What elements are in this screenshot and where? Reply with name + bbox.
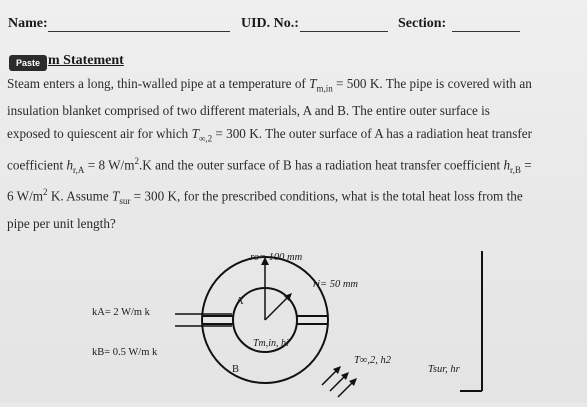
problem-line-3: exposed to quiescent air for which $T_{\infty,2} = 300$ K. The outer surface of A has a radiation heat transfer bbox=[7, 125, 533, 144]
region-a-label: A bbox=[236, 296, 244, 307]
problem-line-1: Steam enters a long, thin-walled pipe at a temperature of $T_{m,in} = 500$ K. The pipe is covered with an bbox=[7, 76, 532, 94]
name-label: Name: bbox=[8, 16, 48, 31]
pipe-cross-section-diagram bbox=[0, 245, 587, 402]
problem-line-2: insulation blanket comprised of two different materials, A and B. The entire outer surface is bbox=[7, 103, 490, 119]
uid-label: UID. No.: bbox=[241, 16, 299, 31]
problem-line-5: 6 $W/m^2$ K. Assume $T_{sur} = 300$ K, for the prescribed conditions, what is the total heat loss from the bbox=[7, 187, 523, 207]
ri-label: ri= 50 mm bbox=[313, 279, 359, 290]
problem-line-4: coefficient $h_{r,A} = 8$ $W/m^2.K$ and the outer surface of B has a radiation heat transfer coefficient $h_{r,B}$ = bbox=[7, 155, 532, 175]
name-blank-line bbox=[48, 31, 230, 32]
section-blank-line bbox=[452, 31, 520, 32]
problem-statement-text bbox=[7, 73, 562, 235]
uid-blank-line bbox=[300, 31, 388, 32]
ro-label: ro= 100 mm bbox=[250, 252, 303, 263]
region-b-label: B bbox=[232, 364, 240, 375]
paste-button[interactable]: Paste bbox=[9, 55, 47, 71]
diagram-svg bbox=[0, 245, 587, 402]
section-label: Section: bbox=[398, 16, 447, 31]
ri-arrow bbox=[265, 297, 288, 320]
problem-statement-title: m Statement bbox=[48, 53, 124, 68]
problem-line-6: pipe per unit length? bbox=[7, 215, 116, 231]
inner-flow-label: Tm,in, hi bbox=[253, 338, 289, 349]
surroundings-label: Tsur, hr bbox=[428, 364, 460, 375]
ka-label: kA= 2 W/m k bbox=[92, 307, 150, 318]
air-conditions-label: T∞,2, h2 bbox=[354, 355, 391, 366]
kb-label: kB= 0.5 W/m k bbox=[92, 347, 158, 358]
